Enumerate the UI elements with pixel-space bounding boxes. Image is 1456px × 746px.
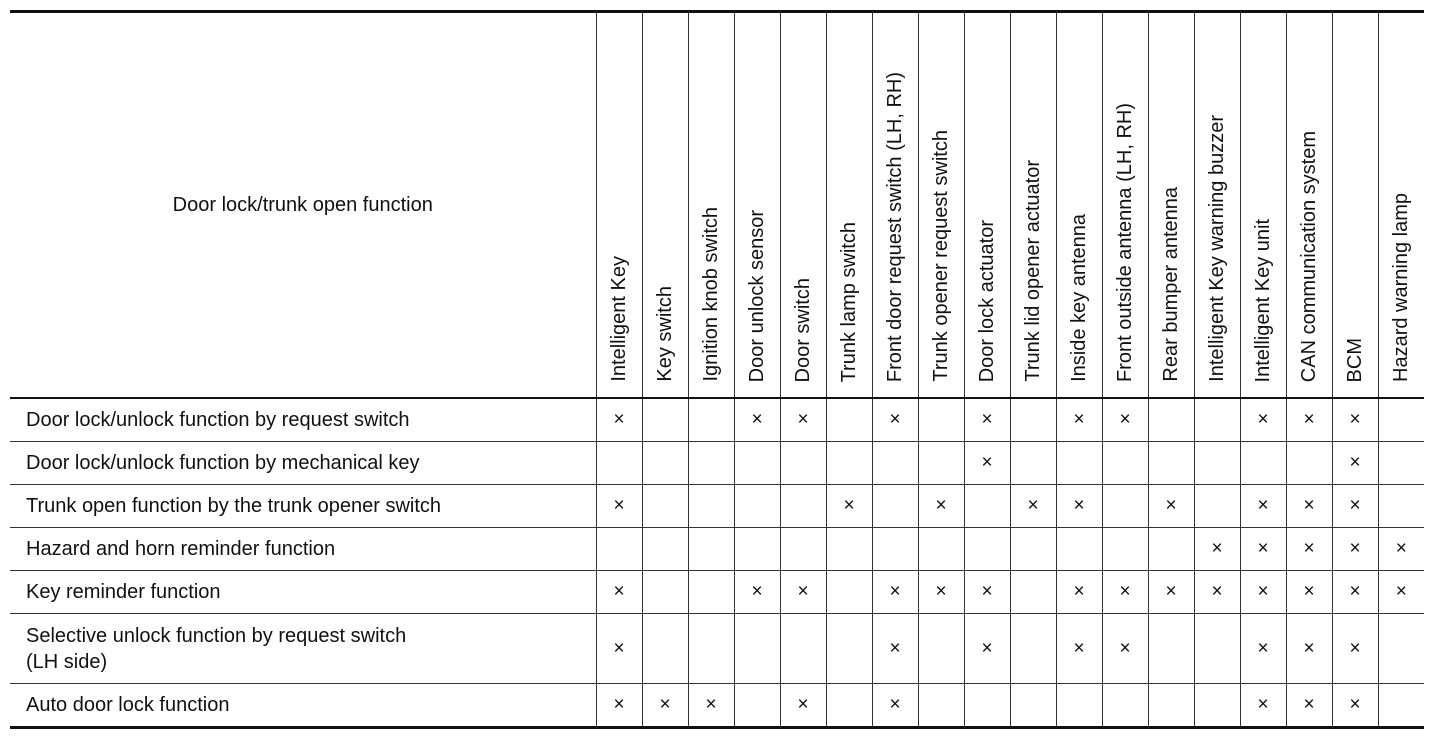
mark-cell-empty (1056, 528, 1102, 571)
mark-cell-empty (734, 442, 780, 485)
function-component-matrix (10, 10, 1424, 729)
table-row (10, 485, 1424, 528)
mark-cell-empty (780, 485, 826, 528)
table-row (10, 398, 1424, 442)
mark-cell-checked: × (596, 571, 642, 614)
mark-cell-empty (872, 485, 918, 528)
mark-cell-checked: × (1240, 398, 1286, 442)
mark-cell-empty (918, 442, 964, 485)
column-header-key-switch (642, 12, 688, 399)
mark-cell-checked: × (1056, 614, 1102, 684)
mark-cell-checked: × (964, 398, 1010, 442)
mark-cell-empty (1378, 684, 1424, 728)
column-header-label: Trunk lid opener actuator (1021, 160, 1044, 382)
mark-cell-empty (826, 442, 872, 485)
row-label: Auto door lock function (10, 684, 596, 728)
mark-cell-checked: × (1286, 614, 1332, 684)
mark-cell-checked: × (1286, 571, 1332, 614)
column-header-label: Ignition knob switch (699, 207, 722, 382)
mark-cell-empty (780, 614, 826, 684)
mark-cell-checked: × (826, 485, 872, 528)
mark-cell-empty (1194, 684, 1240, 728)
mark-cell-empty (1286, 442, 1332, 485)
mark-cell-empty (826, 684, 872, 728)
mark-cell-checked: × (734, 571, 780, 614)
mark-cell-empty (918, 614, 964, 684)
mark-cell-checked: × (872, 684, 918, 728)
mark-cell-checked: × (1194, 528, 1240, 571)
mark-cell-checked: × (1102, 571, 1148, 614)
mark-cell-empty (688, 485, 734, 528)
mark-cell-empty (642, 398, 688, 442)
mark-cell-checked: × (596, 398, 642, 442)
column-header-label: CAN communication system (1297, 130, 1320, 382)
mark-cell-empty (1148, 398, 1194, 442)
row-label: Trunk open function by the trunk opener switch (10, 485, 596, 528)
mark-cell-checked: × (596, 684, 642, 728)
mark-cell-empty (1102, 442, 1148, 485)
mark-cell-checked: × (1332, 485, 1378, 528)
mark-cell-checked: × (1378, 528, 1424, 571)
mark-cell-checked: × (1286, 485, 1332, 528)
mark-cell-checked: × (1332, 684, 1378, 728)
mark-cell-checked: × (596, 485, 642, 528)
mark-cell-empty (596, 442, 642, 485)
mark-cell-empty (1102, 684, 1148, 728)
mark-cell-checked: × (596, 614, 642, 684)
mark-cell-checked: × (872, 571, 918, 614)
column-header-trunk-lid-opener-actuator (1010, 12, 1056, 399)
mark-cell-empty (1378, 614, 1424, 684)
mark-cell-checked: × (1056, 571, 1102, 614)
mark-cell-checked: × (1332, 398, 1378, 442)
mark-cell-checked: × (964, 442, 1010, 485)
mark-cell-checked: × (918, 571, 964, 614)
mark-cell-empty (1194, 485, 1240, 528)
mark-cell-empty (964, 485, 1010, 528)
row-label: Hazard and horn reminder function (10, 528, 596, 571)
table-row (10, 442, 1424, 485)
mark-cell-empty (596, 528, 642, 571)
column-header-label: Key switch (653, 286, 676, 382)
mark-cell-checked: × (780, 398, 826, 442)
mark-cell-empty (1194, 398, 1240, 442)
table-row (10, 571, 1424, 614)
table-row (10, 684, 1424, 728)
mark-cell-empty (1010, 442, 1056, 485)
column-header-rear-bumper-antenna (1148, 12, 1194, 399)
mark-cell-checked: × (1332, 614, 1378, 684)
mark-cell-empty (964, 528, 1010, 571)
column-header-label: Trunk opener request switch (929, 130, 952, 382)
mark-cell-empty (734, 485, 780, 528)
mark-cell-checked: × (1148, 571, 1194, 614)
column-header-ignition-knob-switch (688, 12, 734, 399)
mark-cell-checked: × (1286, 398, 1332, 442)
mark-cell-empty (780, 528, 826, 571)
mark-cell-empty (1010, 684, 1056, 728)
mark-cell-checked: × (1194, 571, 1240, 614)
mark-cell-checked: × (1332, 528, 1378, 571)
mark-cell-empty (872, 442, 918, 485)
column-header-trunk-lamp-switch (826, 12, 872, 399)
row-label: Door lock/unlock function by mechanical key (10, 442, 596, 485)
mark-cell-empty (1010, 398, 1056, 442)
mark-cell-checked: × (1056, 485, 1102, 528)
mark-cell-empty (734, 684, 780, 728)
mark-cell-checked: × (780, 571, 826, 614)
mark-cell-checked: × (1332, 571, 1378, 614)
row-label-line: Selective unlock function by request switch (26, 624, 407, 647)
mark-cell-checked: × (1240, 684, 1286, 728)
mark-cell-empty (780, 442, 826, 485)
column-header-label: Hazard warning lamp (1389, 193, 1412, 382)
mark-cell-checked: × (1102, 614, 1148, 684)
mark-cell-empty (1378, 442, 1424, 485)
mark-cell-empty (826, 614, 872, 684)
mark-cell-empty (1194, 614, 1240, 684)
column-header-hazard-warning-lamp (1378, 12, 1424, 399)
mark-cell-checked: × (1240, 571, 1286, 614)
mark-cell-empty (688, 398, 734, 442)
mark-cell-empty (872, 528, 918, 571)
column-header-label: Door switch (791, 277, 814, 382)
row-label (10, 614, 596, 684)
mark-cell-checked: × (872, 398, 918, 442)
table-row (10, 528, 1424, 571)
mark-cell-checked: × (1378, 571, 1424, 614)
mark-cell-empty (642, 528, 688, 571)
column-header-label: Inside key antenna (1067, 214, 1090, 382)
mark-cell-empty (826, 398, 872, 442)
mark-cell-checked: × (1148, 485, 1194, 528)
mark-cell-checked: × (1102, 398, 1148, 442)
mark-cell-empty (1056, 442, 1102, 485)
mark-cell-checked: × (688, 684, 734, 728)
mark-cell-empty (1378, 485, 1424, 528)
column-header-intelligent-key-warning-buzzer (1194, 12, 1240, 399)
row-label-line: (LH side) (26, 650, 108, 673)
mark-cell-empty (1240, 442, 1286, 485)
column-header-inside-key-antenna (1056, 12, 1102, 399)
column-header-label: Front outside antenna (LH, RH) (1113, 102, 1136, 382)
column-header-can-communication-system (1286, 12, 1332, 399)
corner-header: Door lock/trunk open function (10, 12, 596, 399)
row-label: Key reminder function (10, 571, 596, 614)
column-header-label: Trunk lamp switch (837, 221, 860, 382)
mark-cell-checked: × (1286, 684, 1332, 728)
table-row (10, 614, 1424, 684)
column-header-trunk-opener-request-switch (918, 12, 964, 399)
mark-cell-empty (826, 528, 872, 571)
column-header-label: Rear bumper antenna (1159, 187, 1182, 382)
column-header-label: Front door request switch (LH, RH) (883, 71, 906, 382)
mark-cell-empty (642, 442, 688, 485)
mark-cell-empty (688, 528, 734, 571)
column-header-label: Intelligent Key warning buzzer (1205, 115, 1228, 382)
mark-cell-checked: × (1240, 485, 1286, 528)
column-header-door-switch (780, 12, 826, 399)
column-header-intelligent-key-unit (1240, 12, 1286, 399)
mark-cell-empty (688, 614, 734, 684)
column-header-bcm (1332, 12, 1378, 399)
column-header-label: Intelligent Key (607, 256, 630, 382)
mark-cell-checked: × (1010, 485, 1056, 528)
column-header-front-door-request-switch-lh-rh (872, 12, 918, 399)
mark-cell-empty (734, 528, 780, 571)
mark-cell-checked: × (734, 398, 780, 442)
column-header-intelligent-key (596, 12, 642, 399)
mark-cell-empty (1148, 684, 1194, 728)
mark-cell-empty (1010, 614, 1056, 684)
mark-cell-checked: × (1240, 614, 1286, 684)
mark-cell-empty (1102, 528, 1148, 571)
mark-cell-empty (1148, 442, 1194, 485)
column-header-label: Intelligent Key unit (1251, 218, 1274, 382)
mark-cell-checked: × (918, 485, 964, 528)
mark-cell-empty (1378, 398, 1424, 442)
mark-cell-empty (918, 528, 964, 571)
mark-cell-empty (642, 571, 688, 614)
mark-cell-empty (688, 571, 734, 614)
header-row (10, 12, 1424, 399)
column-header-label: Door unlock sensor (745, 209, 768, 382)
mark-cell-checked: × (1240, 528, 1286, 571)
table-body (10, 398, 1424, 728)
mark-cell-empty (1056, 684, 1102, 728)
mark-cell-empty (734, 614, 780, 684)
column-header-front-outside-antenna-lh-rh (1102, 12, 1148, 399)
column-header-label: BCM (1343, 337, 1366, 382)
mark-cell-checked: × (642, 684, 688, 728)
mark-cell-empty (1148, 614, 1194, 684)
mark-cell-empty (964, 684, 1010, 728)
mark-cell-empty (918, 398, 964, 442)
column-header-label: Door lock actuator (975, 219, 998, 382)
mark-cell-empty (642, 485, 688, 528)
mark-cell-checked: × (964, 571, 1010, 614)
mark-cell-empty (1148, 528, 1194, 571)
row-label: Door lock/unlock function by request switch (10, 398, 596, 442)
mark-cell-empty (1010, 528, 1056, 571)
mark-cell-empty (826, 571, 872, 614)
mark-cell-checked: × (1286, 528, 1332, 571)
mark-cell-empty (918, 684, 964, 728)
mark-cell-empty (1102, 485, 1148, 528)
mark-cell-checked: × (1056, 398, 1102, 442)
column-header-door-lock-actuator (964, 12, 1010, 399)
mark-cell-checked: × (780, 684, 826, 728)
mark-cell-empty (642, 614, 688, 684)
mark-cell-checked: × (1332, 442, 1378, 485)
mark-cell-empty (688, 442, 734, 485)
mark-cell-checked: × (964, 614, 1010, 684)
column-header-door-unlock-sensor (734, 12, 780, 399)
mark-cell-empty (1010, 571, 1056, 614)
mark-cell-empty (1194, 442, 1240, 485)
mark-cell-checked: × (872, 614, 918, 684)
